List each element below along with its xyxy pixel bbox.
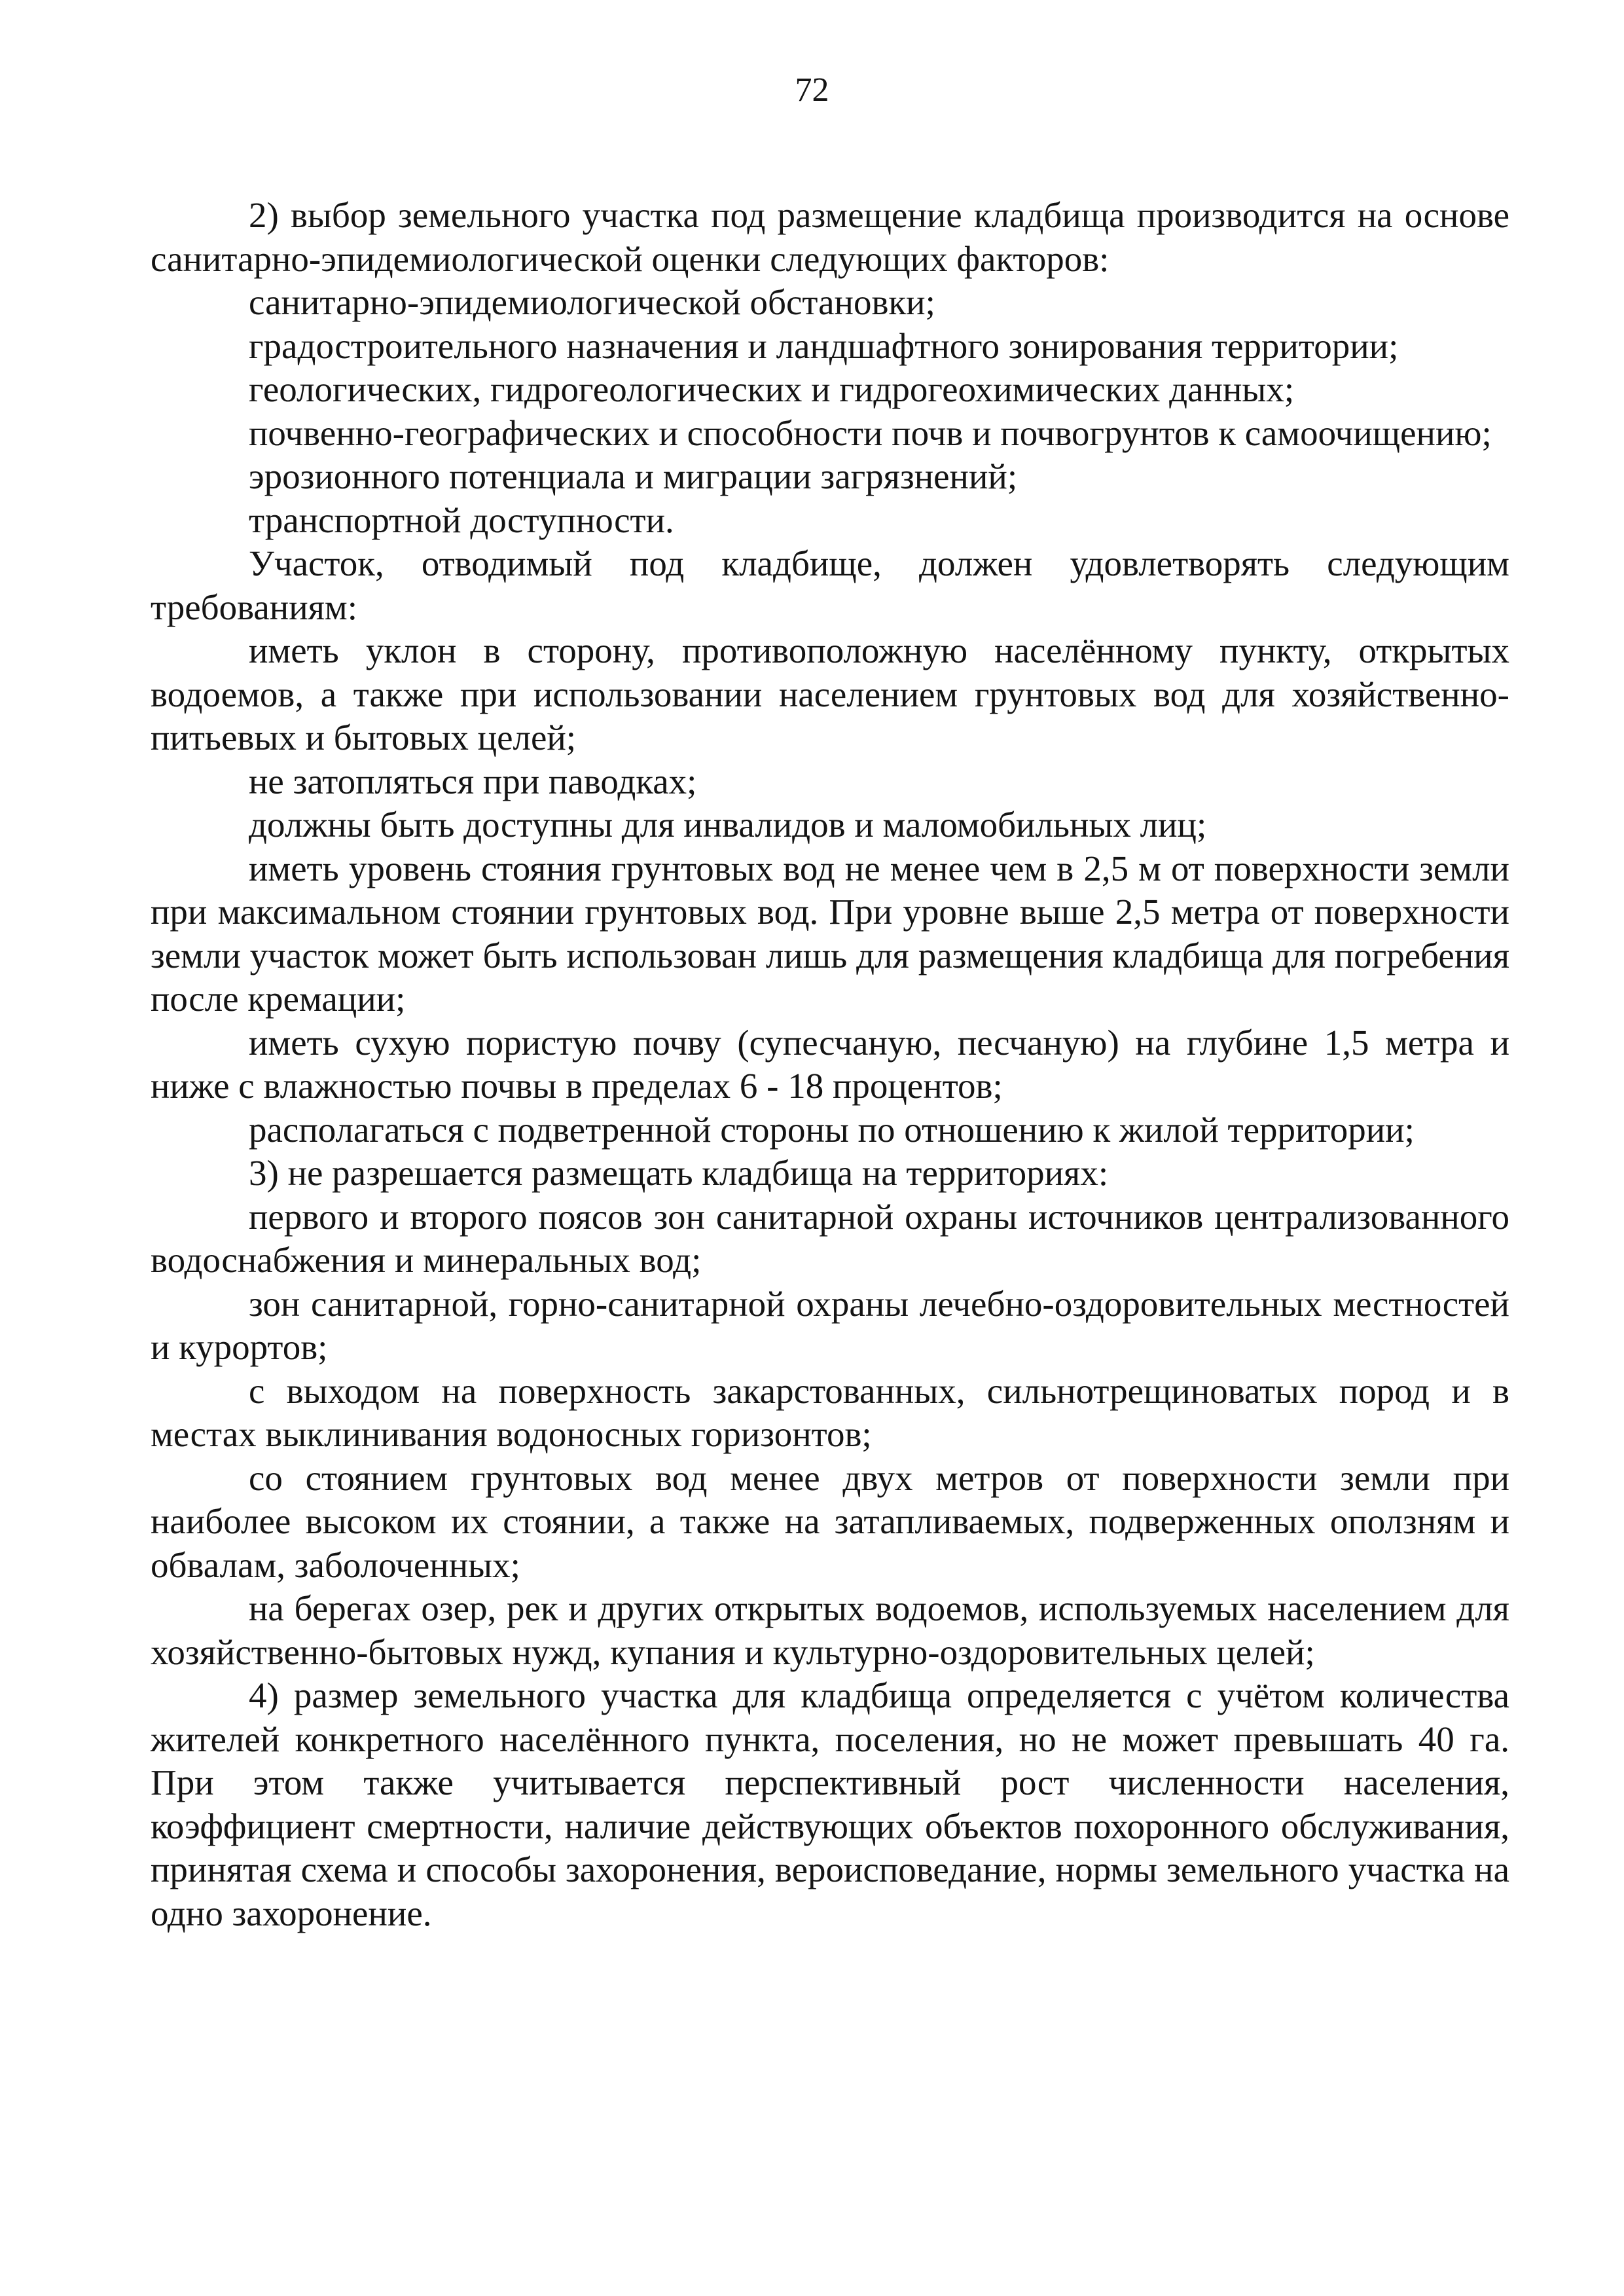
factor-erosion-potential: эрозионного потенциала и миграции загрязнений; [249,456,1018,496]
requirement-dry-soil: иметь сухую пористую почву (супесчаную, песчаную) на глубине 1,5 метра и ниже с влажностью почвы в пределах 6 - 18 процентов; [151,1022,1509,1106]
factor-sanitary-situation: санитарно-эпидемиологической обстановки; [249,282,935,322]
requirement-leeward-side: располагаться с подветренной стороны по отношению к жилой территории; [249,1109,1415,1150]
page-number: 72 [795,71,829,109]
paragraph-2-site-selection: 2) выбор земельного участка под размещение кладбища производится на основе санитарно-эпидемиологической оценки следующих факторов: [151,195,1509,279]
factor-urban-planning: градостроительного назначения и ландшафтного зонирования территории; [249,325,1399,366]
prohibited-karst-areas: с выходом на поверхность закарстованных, сильнотрещиноватых пород и в местах выклинивания водоносных горизонтов; [151,1370,1509,1454]
factor-transport-access: транспортной доступности. [249,500,674,540]
requirement-no-flooding: не затопляться при паводках; [249,761,697,801]
prohibited-high-groundwater: со стоянием грунтовых вод менее двух метров от поверхности земли при наиболее высоком их стоянии, а также на затапливаемых, подверженных оползням и обвалам, заболоченных; [151,1457,1509,1585]
prohibited-shores: на берегах озер, рек и других открытых водоемов, используемых населением для хозяйственно-бытовых нужд, купания и культурно-оздоровительных целей; [151,1588,1509,1672]
prohibited-resort-zones: зон санитарной, горно-санитарной охраны лечебно-оздоровительных местностей и курортов; [151,1283,1509,1367]
paragraph-4-plot-size: 4) размер земельного участка для кладбища определяется с учётом количества жителей конкретного населённого пункта, поселения, но не может превышать 40 га. При этом также учитывается перспективный рост численности населения, коэффициент смертности, наличие действующих объектов похоронного обслуживания, принятая схема и способы захоронения, вероисповедание, нормы земельного участка на одно захоронение. [151,1675,1509,1933]
requirement-accessibility: должны быть доступны для инвалидов и маломобильных лиц; [249,805,1207,845]
paragraph-3-prohibited-areas: 3) не разрешается размещать кладбища на территориях: [249,1153,1109,1193]
document-body [151,194,1509,1935]
factor-soil-self-cleaning: почвенно-географических и способности почв и почвогрунтов к самоочищению; [249,412,1492,453]
factor-geological-data: геологических, гидрогеологических и гидрогеохимических данных; [249,369,1295,409]
site-requirements-intro: Участок, отводимый под кладбище, должен удовлетворять следующим требованиям: [151,543,1509,627]
requirement-slope: иметь уклон в сторону, противоположную населённому пункту, открытых водоемов, а также при использовании населением грунтовых вод для хозяйственно-питьевых и бытовых целей; [151,630,1509,757]
requirement-groundwater-level: иметь уровень стояния грунтовых вод не менее чем в 2,5 м от поверхности земли при максимальном стоянии грунтовых вод. При уровне выше 2,5 метра от поверхности земли участок может быть использован лишь для размещения кладбища для погребения после кремации; [151,848,1509,1019]
prohibited-water-protection-zones: первого и второго поясов зон санитарной охраны источников централизованного водоснабжения и минеральных вод; [151,1196,1509,1280]
